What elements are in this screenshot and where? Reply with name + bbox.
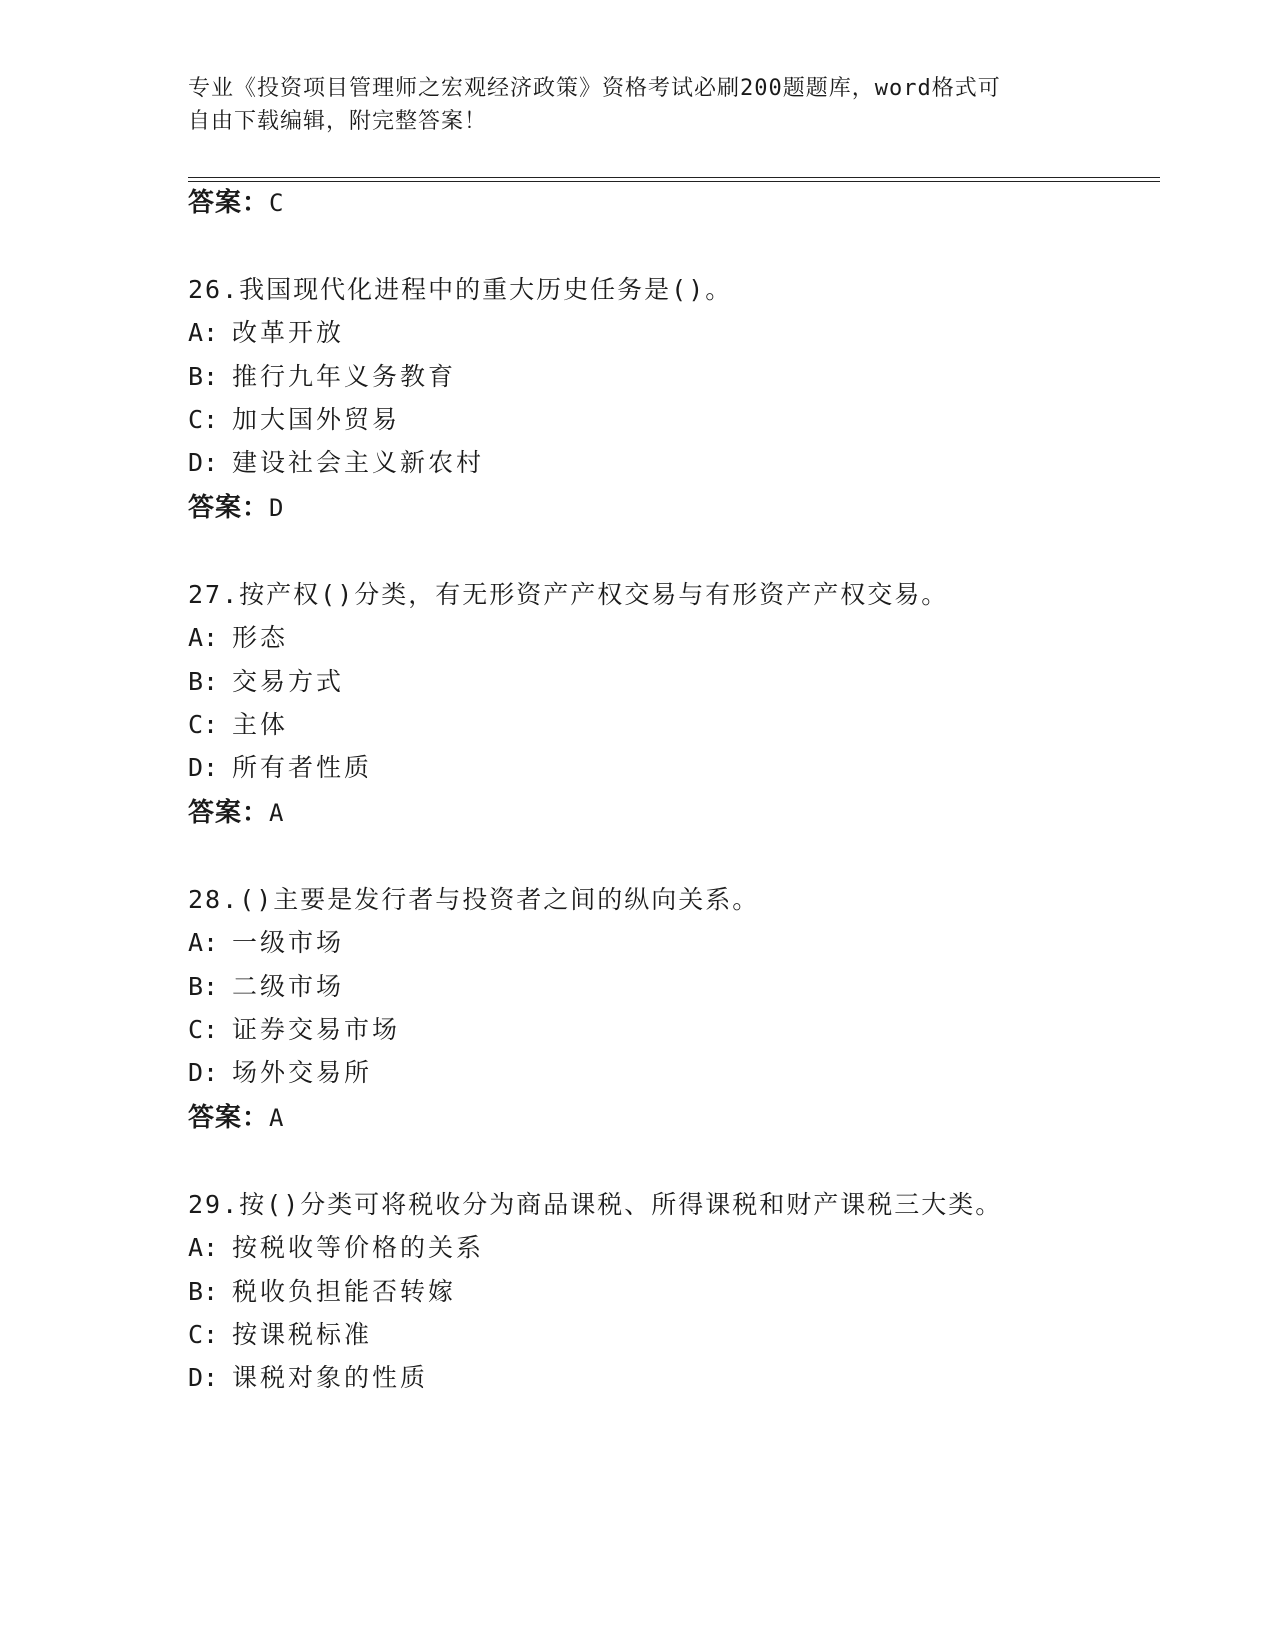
answer-label: 答案： <box>188 798 270 828</box>
question-27: 27.按产权()分类，有无形资产产权交易与有形资产产权交易。 <box>188 580 949 609</box>
option-key: A: <box>188 928 219 957</box>
option-key: C: <box>188 405 219 434</box>
answer-value: C <box>269 189 285 217</box>
header-line-1: 专业《投资项目管理师之宏观经济政策》资格考试必刷200题题库，word格式可 <box>188 76 1001 101</box>
option-key: B: <box>188 362 219 391</box>
option-d <box>188 447 484 479</box>
header-divider <box>188 177 1160 182</box>
question-28: 28.()主要是发行者与投资者之间的纵向关系。 <box>188 885 760 914</box>
option-c <box>188 404 400 436</box>
option-d <box>188 752 372 784</box>
option-key: D: <box>188 1363 219 1392</box>
option-key: B: <box>188 972 219 1001</box>
option-text: 推行九年义务教育 <box>232 362 457 391</box>
option-b <box>188 361 456 393</box>
option-b <box>188 971 344 1003</box>
option-key: D: <box>188 753 219 782</box>
option-text: 主体 <box>232 710 289 739</box>
option-text: 形态 <box>232 623 289 652</box>
option-key: B: <box>188 1277 219 1306</box>
option-a <box>188 1232 484 1264</box>
answer-label: 答案： <box>188 493 270 523</box>
option-text: 按税收等价格的关系 <box>232 1233 485 1262</box>
option-a <box>188 622 288 654</box>
option-key: C: <box>188 1320 219 1349</box>
option-text: 交易方式 <box>232 667 345 696</box>
option-text: 税收负担能否转嫁 <box>232 1277 457 1306</box>
option-key: D: <box>188 448 219 477</box>
option-text: 加大国外贸易 <box>232 405 401 434</box>
option-key: C: <box>188 710 219 739</box>
option-key: C: <box>188 1015 219 1044</box>
question-26: 26.我国现代化进程中的重大历史任务是()。 <box>188 275 733 304</box>
option-d <box>188 1057 372 1089</box>
option-c <box>188 1014 400 1046</box>
option-key: A: <box>188 623 219 652</box>
header-line-2: 自由下载编辑，附完整答案！ <box>188 109 488 134</box>
option-b <box>188 666 344 698</box>
option-a <box>188 317 344 349</box>
option-text: 课税对象的性质 <box>232 1363 429 1392</box>
option-text: 一级市场 <box>232 928 345 957</box>
answer-value: A <box>269 799 285 827</box>
option-text: 建设社会主义新农村 <box>232 448 485 477</box>
answer-27 <box>188 797 284 829</box>
option-text: 改革开放 <box>232 318 345 347</box>
answer-value: A <box>269 1104 285 1132</box>
answer-28 <box>188 1102 284 1134</box>
document-header <box>188 72 1078 138</box>
option-text: 二级市场 <box>232 972 345 1001</box>
option-c <box>188 709 288 741</box>
option-d <box>188 1362 428 1394</box>
option-key: B: <box>188 667 219 696</box>
option-key: A: <box>188 1233 219 1262</box>
option-text: 证券交易市场 <box>232 1015 401 1044</box>
question-29: 29.按()分类可将税收分为商品课税、所得课税和财产课税三大类。 <box>188 1190 1003 1219</box>
answer-label: 答案： <box>188 188 270 218</box>
answer-label: 答案： <box>188 1103 270 1133</box>
option-text: 按课税标准 <box>232 1320 373 1349</box>
option-text: 场外交易所 <box>232 1058 373 1087</box>
option-a <box>188 927 344 959</box>
option-c <box>188 1319 372 1351</box>
answer-value: D <box>269 494 285 522</box>
answer-25 <box>188 187 284 219</box>
answer-26 <box>188 492 284 524</box>
option-key: A: <box>188 318 219 347</box>
option-text: 所有者性质 <box>232 753 373 782</box>
option-b <box>188 1276 456 1308</box>
option-key: D: <box>188 1058 219 1087</box>
